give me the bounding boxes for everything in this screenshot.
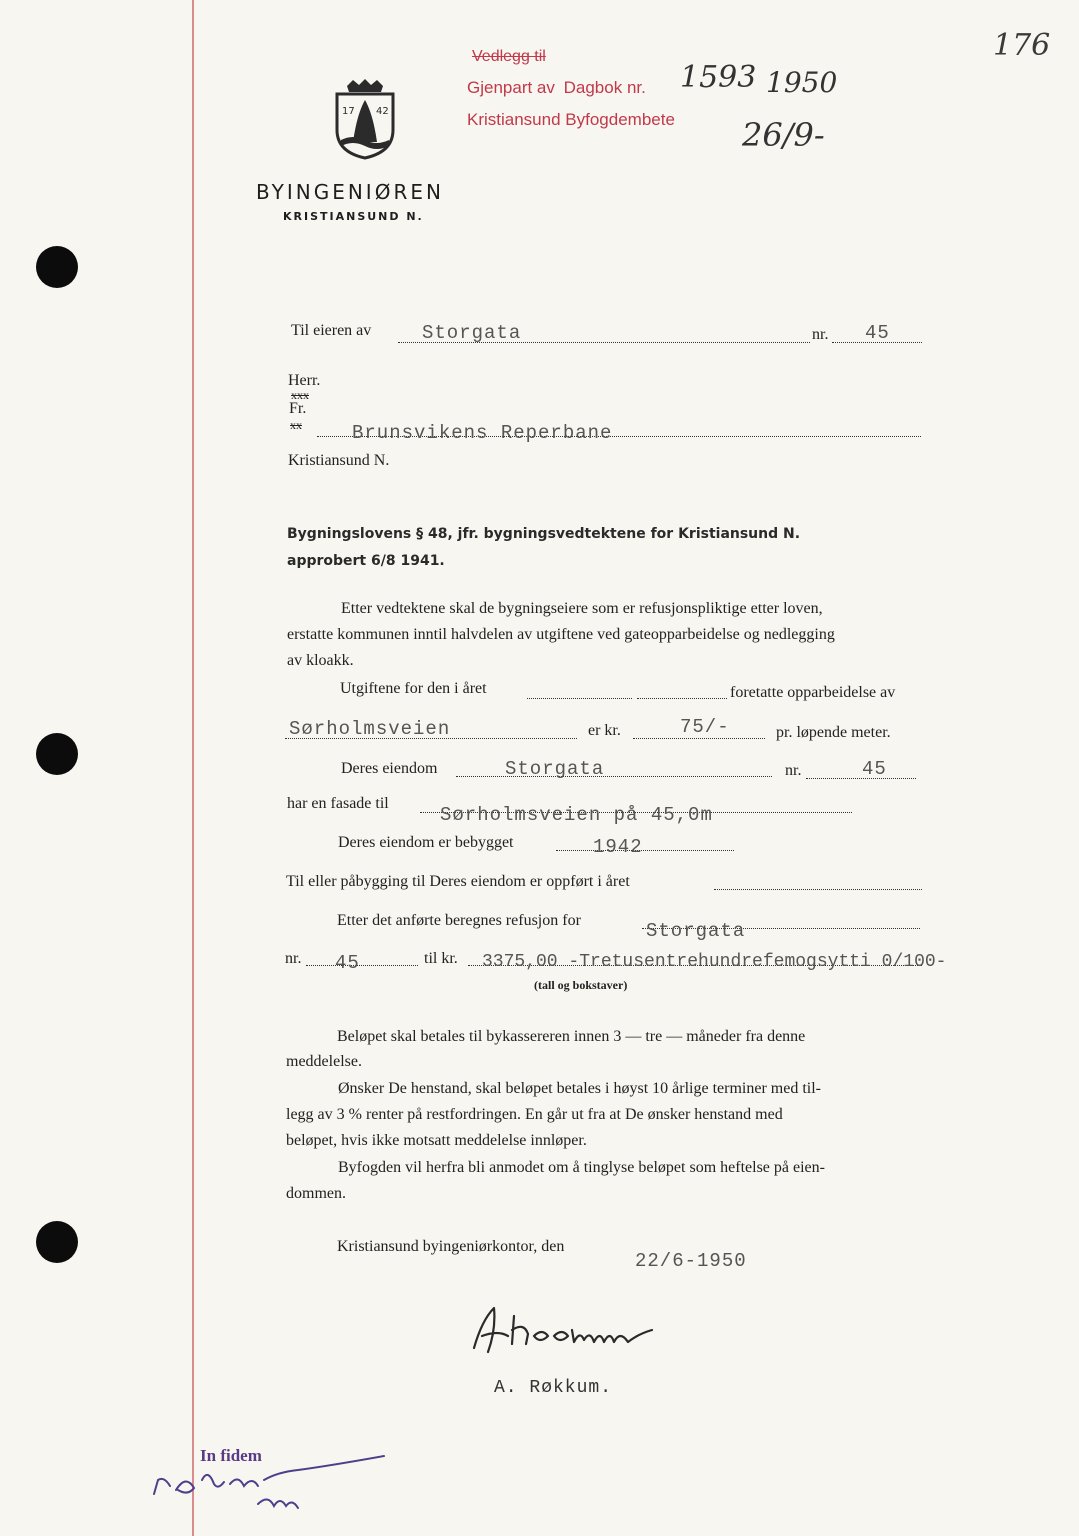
- payment-p2-line1: Ønsker De henstand, skal beløpet betales i høyst 10 årlige terminer med til-: [338, 1080, 821, 1097]
- payment-p3-line2: dommen.: [286, 1185, 346, 1202]
- closing-place: Kristiansund byingeniørkontor, den: [337, 1238, 565, 1255]
- closing-date: 22/6-1950: [635, 1250, 747, 1272]
- crest-year-right: 42: [376, 106, 389, 117]
- signature-icon: [468, 1300, 668, 1360]
- herr-label: Herr.: [288, 372, 321, 389]
- stamp-dagbok-number: 1593: [680, 60, 757, 95]
- punch-hole-middle: [36, 733, 78, 775]
- utgiftene-label: Utgiftene for den i året: [340, 680, 487, 697]
- stamp-date: 26/9-: [742, 116, 825, 154]
- intro-line-3: av kloakk.: [287, 652, 354, 669]
- payment-p1-line2: meddelelse.: [286, 1053, 362, 1070]
- til-kr-label: til kr.: [424, 950, 458, 967]
- payment-p2-line2: legg av 3 % renter på restfordringen. En går ut fra at De ønsker henstand med: [286, 1106, 783, 1123]
- property-street: Storgata: [505, 758, 605, 780]
- legal-ref-line2: approbert 6/8 1941.: [287, 553, 445, 569]
- payment-p2-line3: beløpet, hvis ikke motsatt meddelelse innløper.: [286, 1132, 587, 1149]
- bebygget-year: 1942: [593, 836, 643, 858]
- rate-value: 75/-: [680, 716, 730, 738]
- amount-value: 3375,00 -Tretusentrehundrefemogsytti 0/100-: [482, 952, 947, 972]
- crest-year-left: 17: [342, 106, 355, 117]
- stamp-line3: Kristiansund Byfogdembete: [467, 110, 675, 129]
- property-street-line: [456, 776, 772, 777]
- herr-struck: xxx: [291, 388, 309, 402]
- stamp-year: 1950: [766, 66, 838, 99]
- stamp-line2: [467, 78, 646, 98]
- recipient-name: Brunsvikens Reperbane: [352, 422, 613, 444]
- refusjon-nr: 45: [335, 952, 360, 974]
- address-street: Storgata: [422, 322, 522, 344]
- fasade-label: har en fasade til: [287, 795, 389, 812]
- year-line: [527, 698, 632, 699]
- fasade-value: Sørholmsveien på 45,0m: [440, 804, 713, 826]
- address-nr-label: nr.: [812, 326, 829, 343]
- org-subtitle: KRISTIANSUND N.: [283, 210, 424, 223]
- refusjon-street: Storgata: [646, 920, 746, 942]
- property-nr-label: nr.: [785, 762, 802, 779]
- signature-name: A. Røkkum.: [494, 1378, 613, 1398]
- bebygget-line: [556, 850, 734, 851]
- address-nr: 45: [865, 322, 890, 344]
- per-meter-label: pr. løpende meter.: [776, 724, 891, 741]
- bebygget-label: Deres eiendom er bebygget: [338, 834, 514, 851]
- amount-note: (tall og bokstaver): [534, 978, 628, 992]
- payment-p3-line1: Byfogden vil herfra bli anmodet om å tinglyse beløpet som heftelse på eien-: [338, 1159, 825, 1176]
- intro-line-1: Etter vedtektene skal de bygningseiere som er refusjonspliktige etter loven,: [341, 600, 823, 617]
- refusjon-nr-label: nr.: [285, 950, 302, 967]
- fr-label: Fr.: [289, 400, 307, 417]
- property-nr-line: [806, 778, 916, 779]
- punch-hole-top: [36, 246, 78, 288]
- red-margin-line: [192, 0, 194, 1536]
- payment-p1-line1: Beløpet skal betales til bykassereren innen 3 — tre — måneder fra denne: [337, 1028, 806, 1045]
- til-eieren-label: Til eieren av: [291, 322, 372, 339]
- er-kr-label: er kr.: [588, 722, 621, 739]
- in-fidem-stamp: In fidem: [200, 1446, 262, 1465]
- deres-eiendom-label: Deres eiendom: [341, 760, 438, 777]
- paabygging-line: [714, 889, 922, 890]
- stamp-line1: Vedlegg til: [472, 48, 546, 65]
- property-nr: 45: [862, 758, 887, 780]
- intro-line-2: erstatte kommunen inntil halvdelen av utgiftene ved gateopparbeidelse og nedlegging: [287, 626, 835, 643]
- stamp-dagbok: Dagbok nr.: [563, 78, 646, 97]
- foretatte-label: foretatte opparbeidelse av: [730, 684, 896, 701]
- year-line-2: [637, 698, 727, 699]
- work-street: Sørholmsveien: [289, 718, 451, 740]
- refusjon-nr-line: [306, 965, 418, 966]
- paabygging-label: Til eller påbygging til Deres eiendom er oppført i året: [286, 873, 630, 890]
- fr-struck: xx: [290, 418, 302, 432]
- address-city: Kristiansund N.: [288, 452, 390, 469]
- initials-scribble-icon: [148, 1450, 388, 1520]
- punch-hole-bottom: [36, 1221, 78, 1263]
- page-number: 176: [993, 28, 1051, 63]
- coat-of-arms-icon: [333, 78, 397, 160]
- org-title: BYINGENIØREN: [256, 180, 444, 204]
- legal-ref-line1: Bygningslovens § 48, jfr. bygningsvedtektene for Kristiansund N.: [287, 526, 801, 542]
- rate-line: [633, 738, 765, 739]
- stamp-gjenpart: Gjenpart av: [467, 78, 555, 97]
- refusjon-label: Etter det anførte beregnes refusjon for: [337, 912, 581, 929]
